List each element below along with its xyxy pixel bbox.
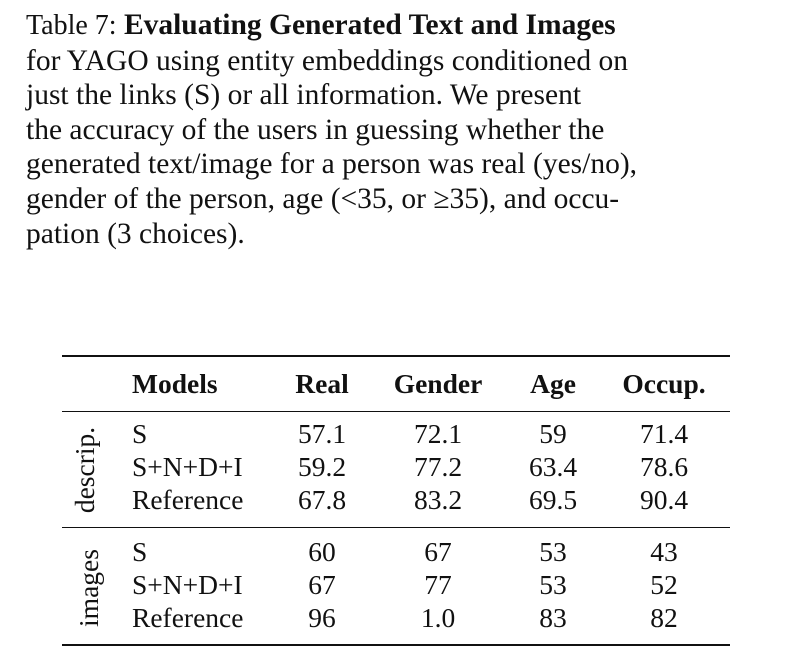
group-label-images: images [72, 549, 104, 627]
caption-line: for YAGO using entity embeddings conditioned on [26, 44, 628, 77]
occupation-cell: 82 [650, 602, 678, 633]
gender-cell: 83.2 [413, 484, 463, 515]
header-models: Models [132, 368, 218, 399]
age-cell: 83 [539, 602, 567, 633]
table-caption [26, 8, 766, 251]
occupation-cell: 43 [650, 536, 678, 567]
caption-line: pation (3 choices). [26, 217, 245, 250]
header-real: Real [295, 368, 349, 399]
gender-cell: 1.0 [420, 602, 456, 633]
age-cell: 53 [539, 569, 567, 600]
real-cell: 60 [308, 536, 336, 567]
occupation-cell: 90.4 [639, 484, 689, 515]
caption-line: just the links (S) or all information. We present [26, 79, 582, 112]
caption-label: Table 7: [26, 10, 117, 41]
caption-line: gender of the person, age (<35, or ≥35), and occu- [26, 182, 620, 215]
real-cell: 57.1 [297, 418, 347, 449]
model-cell: Reference [132, 602, 244, 633]
group-divider-rule [62, 527, 730, 528]
caption-title: Evaluating Generated Text and Images [123, 9, 616, 41]
gender-cell: 77 [424, 569, 452, 600]
occupation-cell: 71.4 [639, 418, 689, 449]
age-cell: 59 [539, 418, 567, 449]
occupation-cell: 78.6 [639, 451, 689, 482]
group-label-descrip: descrip. [69, 426, 101, 514]
model-cell: S [132, 418, 148, 449]
age-cell: 53 [539, 536, 567, 567]
gender-cell: 67 [424, 536, 452, 567]
results-table [62, 355, 730, 645]
header-occupation: Occup. [622, 368, 706, 399]
bottom-rule [62, 644, 730, 646]
real-cell: 59.2 [297, 451, 347, 482]
top-rule [62, 355, 730, 357]
model-cell: S [132, 536, 148, 567]
real-cell: 67 [308, 569, 336, 600]
age-cell: 63.4 [528, 451, 578, 482]
model-cell: S+N+D+I [132, 451, 243, 482]
caption-line: generated text/image for a person was real (yes/no), [26, 148, 638, 181]
model-cell: Reference [132, 484, 244, 515]
header-gender: Gender [393, 368, 483, 399]
gender-cell: 72.1 [413, 418, 463, 449]
age-cell: 69.5 [528, 484, 578, 515]
header-age: Age [530, 368, 576, 399]
occupation-cell: 52 [650, 569, 678, 600]
real-cell: 96 [308, 602, 336, 633]
header-rule [62, 411, 730, 412]
real-cell: 67.8 [297, 484, 347, 515]
model-cell: S+N+D+I [132, 569, 243, 600]
caption-line: the accuracy of the users in guessing whether the [26, 113, 605, 146]
gender-cell: 77.2 [413, 451, 463, 482]
caption-line-1 [26, 8, 766, 44]
